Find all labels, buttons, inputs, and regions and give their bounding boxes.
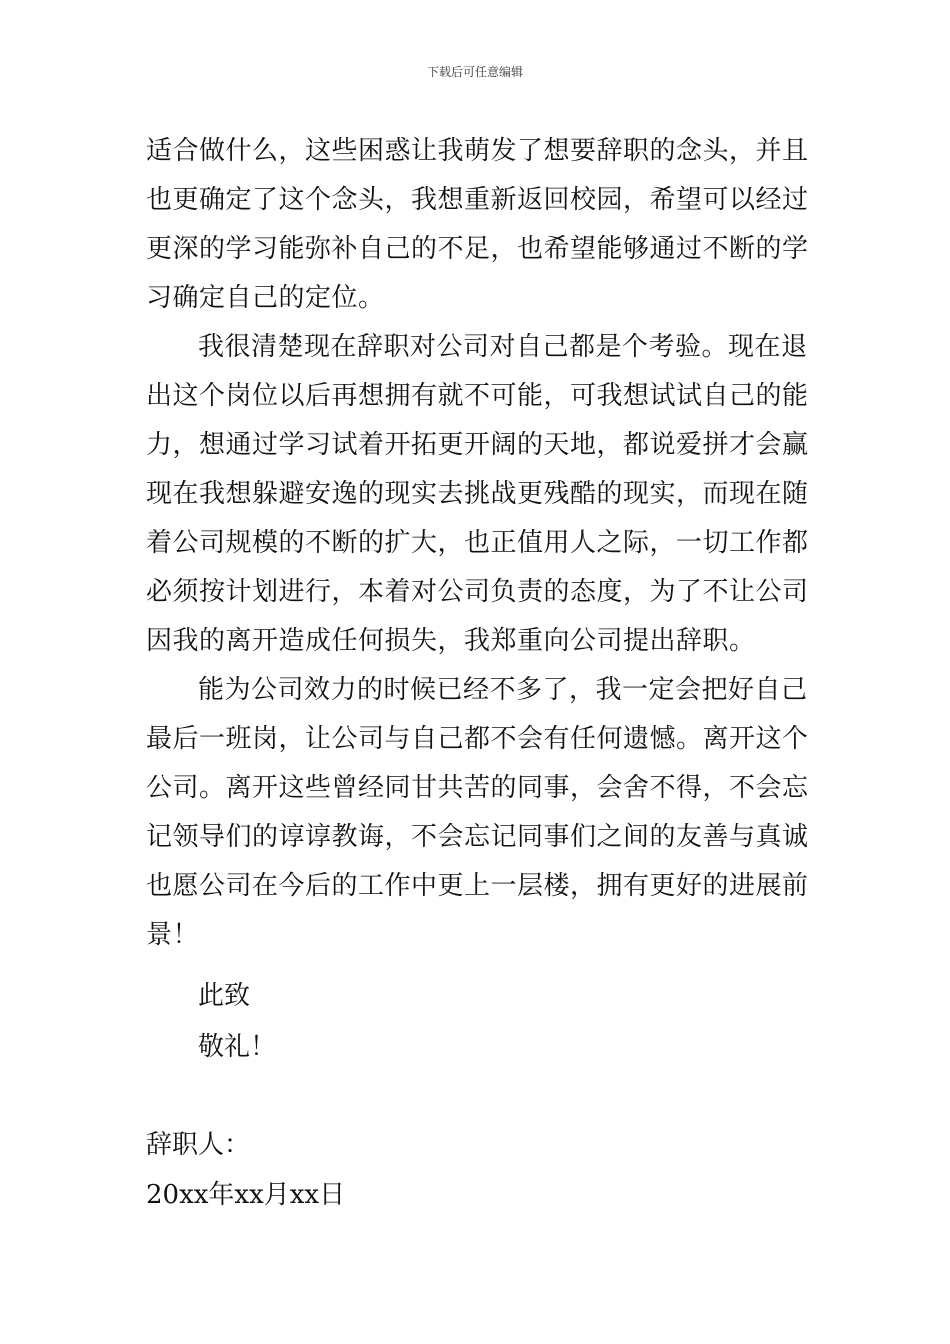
closing-salutation-1: 此致 xyxy=(198,981,251,1011)
closing-salutation-2: 敬礼！ xyxy=(198,1032,277,1062)
paragraph-1-line-3: 更深的学习能弥补自己的不足，也希望能够通过不断的学 xyxy=(146,234,809,264)
paragraph-3-line-2: 最后一班岗，让公司与自己都不会有任何遗憾。离开这个 xyxy=(146,724,809,754)
paragraph-2-line-3: 力，想通过学习试着开拓更开阔的天地，都说爱拼才会赢 xyxy=(146,430,809,460)
paragraph-2-line-4: 现在我想躲避安逸的现实去挑战更残酷的现实，而现在随 xyxy=(146,479,809,509)
letter-body xyxy=(146,127,810,960)
paragraph-1-line-2: 也更确定了这个念头，我想重新返回校园，希望可以经过 xyxy=(146,185,809,215)
paragraph-3-line-4: 记领导们的谆谆教诲，不会忘记同事们之间的友善与真诚 xyxy=(146,822,809,852)
paragraph-2-line-2: 出这个岗位以后再想拥有就不可能，可我想试试自己的能 xyxy=(146,381,809,411)
page-header-note: 下载后可任意编辑 xyxy=(426,65,523,79)
paragraph-3-line-1: 能为公司效力的时候已经不多了，我一定会把好自己 xyxy=(198,675,808,705)
signature-date: 20xx年xx月xx日 xyxy=(146,1180,346,1210)
paragraph-2-line-6: 必须按计划进行，本着对公司负责的态度，为了不让公司 xyxy=(146,577,809,607)
paragraph-3-line-5: 也愿公司在今后的工作中更上一层楼，拥有更好的进展前 xyxy=(146,871,809,901)
paragraph-3-line-3: 公司。离开这些曾经同甘共苦的同事，会舍不得，不会忘 xyxy=(146,773,809,803)
paragraph-2-line-1: 我很清楚现在辞职对公司对自己都是个考验。现在退 xyxy=(198,332,808,362)
paragraph-2-line-7: 因我的离开造成任何损失，我郑重向公司提出辞职。 xyxy=(146,626,756,656)
paragraph-3-line-6: 景！ xyxy=(146,920,200,950)
paragraph-2-line-5: 着公司规模的不断的扩大，也正值用人之际，一切工作都 xyxy=(146,528,809,558)
paragraph-1-line-1: 适合做什么，这些困惑让我萌发了想要辞职的念头，并且 xyxy=(146,136,809,166)
resigner-label: 辞职人： xyxy=(146,1130,251,1160)
paragraph-1-line-4: 习确定自己的定位。 xyxy=(146,283,385,313)
